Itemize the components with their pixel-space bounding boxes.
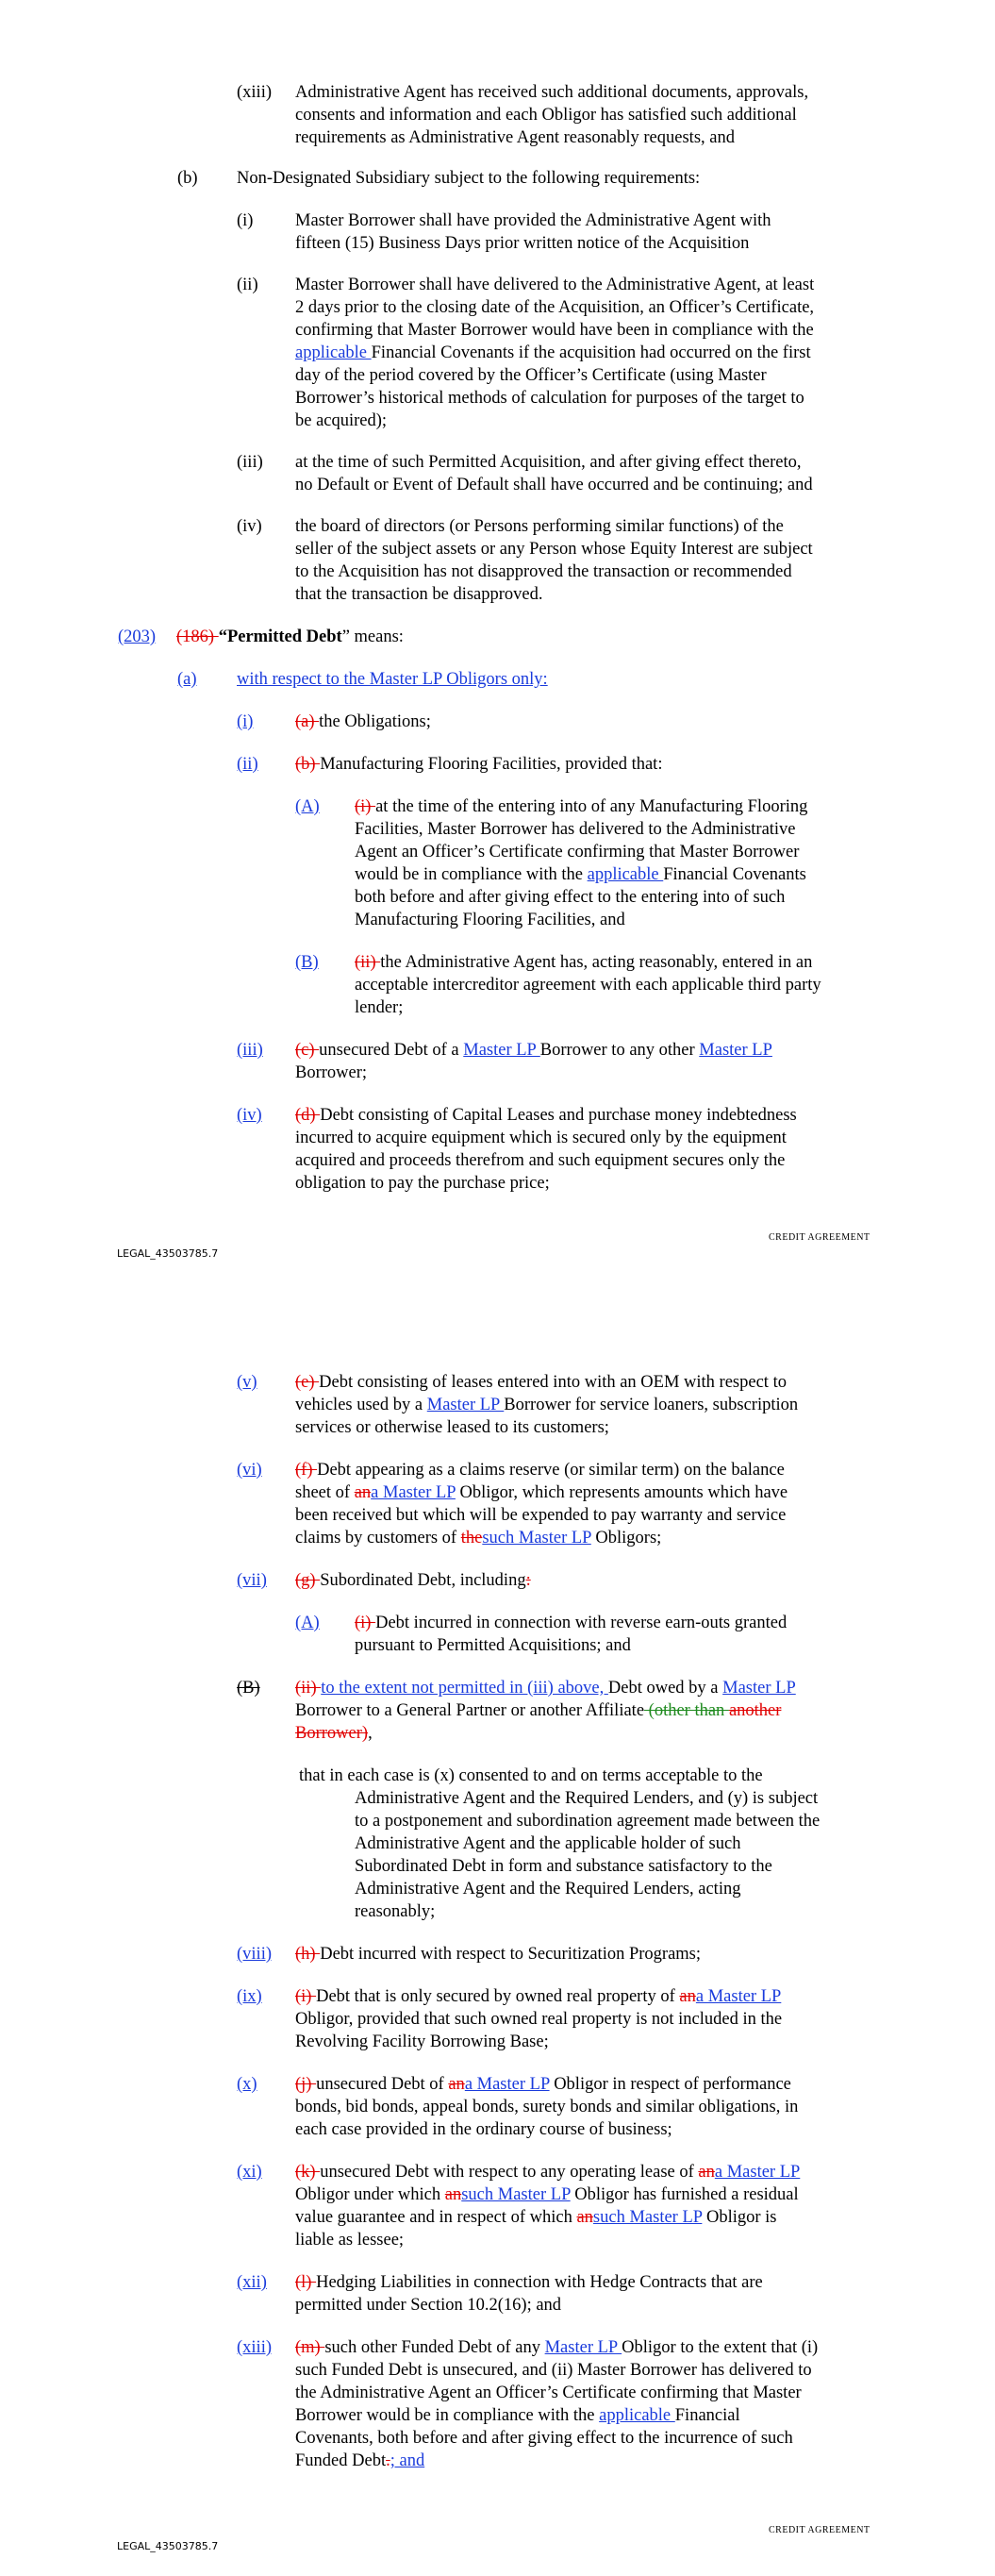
deleted-text: (a) [295, 712, 320, 731]
deleted-text: (j) [295, 2075, 317, 2094]
item-number: (vii) [237, 1571, 267, 1590]
item-number: (i) [237, 712, 254, 731]
paragraph-line: (m) such other Funded Debt of any Master LP Obligor to the extent that (i) [295, 2338, 819, 2357]
footer-doc-id: LEGAL_43503785.7 [117, 1247, 219, 1260]
paragraph-line [237, 668, 548, 691]
inserted-text: a Master LP [714, 2163, 801, 2182]
paragraph-line: both before and after giving effect to the entering into of such [355, 888, 786, 907]
inserted-text: Master LP [722, 1679, 796, 1698]
deleted-text: an [354, 1483, 372, 1502]
paragraph-line: lender; [355, 998, 404, 1017]
item-number: (xiii) [237, 2338, 272, 2357]
paragraph-line: confirming that Master Borrower would have been in compliance with the [295, 321, 814, 340]
deleted-text: an [679, 1987, 696, 2006]
paragraph-line: (ii) to the extent not permitted in (iii) above, Debt owed by a Master LP [295, 1679, 796, 1698]
paragraph-line: (a) the Obligations; [295, 712, 431, 731]
deleted-text: (186) [176, 627, 219, 646]
paragraph-line: services or otherwise leased to its customers; [295, 1418, 609, 1437]
paragraph-line: Subordinated Debt in form and substance satisfactory to the [355, 1857, 772, 1876]
inserted-text: to the extent not permitted in (iii) above, [321, 1679, 608, 1698]
inserted-text: Master LP [426, 1396, 505, 1414]
paragraph-line: (g) Subordinated Debt, including: [295, 1571, 531, 1590]
paragraph-line: Obligor under which ansuch Master LP Obligor has furnished a residual [295, 2185, 799, 2204]
inserted-text: a Master LP [371, 1483, 456, 1502]
paragraph-line: (i) at the time of the entering into of any Manufacturing Flooring [355, 797, 808, 816]
paragraph-line: (e) Debt consisting of leases entered into with an OEM with respect to [295, 1373, 787, 1392]
paragraph-line: seller of the subject assets or any Person whose Equity Interest are subject [295, 540, 813, 559]
paragraph-line: be acquired); [295, 411, 388, 430]
item-number: (x) [237, 2075, 257, 2094]
deleted-text: an [576, 2208, 593, 2227]
paragraph-line: claims by customers of thesuch Master LP Obligors; [295, 1529, 662, 1547]
deleted-text: (g) [295, 1571, 321, 1590]
paragraph-line: incurred to acquire equipment which is secured only by the equipment [295, 1129, 787, 1147]
paragraph-line: that the transaction be disapproved. [295, 585, 543, 604]
deleted-text: (m) [295, 2338, 325, 2357]
deleted-text: (l) [295, 2273, 317, 2292]
paragraph-line: Master Borrower shall have provided the Administrative Agent with [295, 211, 771, 230]
paragraph-line: (d) Debt consisting of Capital Leases and purchase money indebtedness [295, 1106, 797, 1125]
inserted-text: applicable [599, 2406, 675, 2425]
item-number: (iii) [237, 453, 263, 472]
deleted-text: (ii) [355, 953, 381, 972]
item-number: (xiii) [237, 83, 272, 102]
inserted-text: ; and [390, 2451, 425, 2470]
item-number: (xi) [237, 2163, 262, 2182]
paragraph-line: (i) Debt that is only secured by owned real property of ana Master LP [295, 1987, 782, 2006]
deleted-text: Borrower) [295, 1724, 369, 1743]
paragraph-line: (b) Manufacturing Flooring Facilities, provided that: [295, 755, 663, 774]
inserted-text: a Master LP [464, 2075, 550, 2094]
deleted-text: an [698, 2163, 715, 2182]
item-number: (viii) [237, 1945, 272, 1964]
paragraph-line: that in each case is (x) consented to and on terms acceptable to the [299, 1766, 763, 1785]
definition-heading [176, 626, 404, 648]
inserted-text: Master LP [699, 1041, 772, 1060]
deleted-text: the [460, 1529, 483, 1547]
paragraph-line: acquired and proceeds therefrom and such equipment secures only the [295, 1151, 786, 1170]
deleted-text: (h) [295, 1945, 321, 1964]
deleted-text: another [728, 1701, 782, 1720]
item-number: (B) [237, 1679, 260, 1698]
footer-title: CREDIT AGREEMENT [769, 2525, 871, 2535]
item-number: (A) [295, 797, 320, 816]
item-number: (ix) [237, 1987, 262, 2006]
paragraph-line: reasonably; [355, 1902, 436, 1921]
section-number-new: (203) [118, 627, 157, 646]
paragraph-line: (l) Hedging Liabilities in connection with Hedge Contracts that are [295, 2273, 763, 2292]
inserted-text: such Master LP [482, 1529, 591, 1547]
deleted-text: . [386, 2451, 390, 2470]
moved-text: (other than [644, 1701, 729, 1720]
paragraph-line: the board of directors (or Persons performing similar functions) of the [295, 517, 784, 536]
deleted-text: an [444, 2185, 462, 2204]
footer-title: CREDIT AGREEMENT [769, 1232, 871, 1243]
deleted-text: (ii) [295, 1679, 322, 1698]
item-number: (iv) [237, 1106, 262, 1125]
paragraph-line: Obligor, provided that such owned real property is not included in the [295, 2010, 783, 2029]
paragraph-line: bonds, bid bonds, appeal bonds, surety bonds and similar obligations, in [295, 2098, 799, 2116]
paragraph-line: Administrative Agent and the Required Lenders, acting [355, 1880, 741, 1899]
inserted-text: such Master LP [461, 2185, 571, 2204]
inserted-text: such Master LP [592, 2208, 703, 2227]
paragraph-line: value guarantee and in respect of which ansuch Master LP Obligor is [295, 2208, 777, 2227]
inserted-text: with respect to the Master LP Obligors only: [237, 670, 548, 689]
paragraph-line: sheet of ana Master LP Obligor, which represents amounts which have [295, 1483, 788, 1502]
paragraph-line: to the Acquisition has not disapproved the transaction or recommended [295, 562, 792, 581]
paragraph-line: Facilities, Master Borrower has delivered to the Administrative [355, 820, 796, 839]
paragraph-line: 2 days prior to the closing date of the Acquisition, an Officer’s Certificate, [295, 298, 815, 317]
item-number: (v) [237, 1373, 257, 1392]
defined-term: “Permitted Debt [218, 627, 342, 646]
deleted-text: (i) [355, 1614, 376, 1632]
paragraph-line: Non-Designated Subsidiary subject to the following requirements: [237, 169, 701, 188]
deleted-text: (d) [295, 1106, 321, 1125]
paragraph-line: permitted under Section 10.2(16); and [295, 2296, 562, 2315]
inserted-text: Master LP [544, 2338, 622, 2357]
paragraph-line: Borrower’s historical methods of calculation for purposes of the target to [295, 389, 804, 408]
paragraph-line: (h) Debt incurred with respect to Securitization Programs; [295, 1945, 702, 1964]
item-number: (xii) [237, 2273, 267, 2292]
deleted-text: (i) [355, 797, 376, 816]
paragraph-line: pursuant to Permitted Acquisitions; and [355, 1636, 631, 1655]
item-number: (ii) [237, 276, 258, 294]
paragraph-line: Administrative Agent and the applicable holder of such [355, 1834, 741, 1853]
deleted-text: (c) [295, 1041, 320, 1060]
paragraph-line: would be in compliance with the applicable Financial Covenants [355, 865, 806, 884]
inserted-text: applicable [295, 343, 372, 362]
paragraph-line: liable as lessee; [295, 2231, 405, 2250]
text-span: Financial Covenants if the acquisition had occurred on the first [371, 343, 811, 362]
paragraph-line: Borrower; [295, 1063, 368, 1082]
deleted-text: an [448, 2075, 465, 2094]
deleted-text: (b) [295, 755, 321, 774]
paragraph-line: Agent an Officer’s Certificate confirming that Master Borrower [355, 843, 800, 861]
deleted-text: (e) [295, 1373, 320, 1392]
paragraph-line: obligation to pay the purchase price; [295, 1174, 550, 1193]
paragraph-line [295, 342, 811, 364]
inserted-text: a Master LP [695, 1987, 782, 2006]
paragraph-line: day of the period covered by the Officer’s Certificate (using Master [295, 366, 767, 385]
paragraph-line: vehicles used by a Master LP Borrower for service loaners, subscription [295, 1396, 799, 1414]
item-number: (B) [295, 953, 319, 972]
deleted-text: (f) [295, 1461, 318, 1480]
paragraph-line: requirements as Administrative Agent reasonably requests, and [295, 128, 735, 147]
item-number: (iii) [237, 1041, 263, 1060]
paragraph-line: Administrative Agent has received such additional documents, approvals, [295, 83, 809, 102]
paragraph-line: Covenants, both before and after giving effect to the incurrence of such [295, 2429, 793, 2448]
paragraph-line: (f) Debt appearing as a claims reserve (or similar term) on the balance [295, 1461, 785, 1480]
item-number: (A) [295, 1614, 320, 1632]
item-number: (vi) [237, 1461, 262, 1480]
inserted-text: applicable [587, 865, 664, 884]
item-number: (iv) [237, 517, 262, 536]
inserted-text: Master LP [463, 1041, 540, 1060]
paragraph-line: Funded Debt.; and [295, 2451, 425, 2470]
item-number: (b) [177, 169, 198, 188]
paragraph-line: Borrower would be in compliance with the applicable Financial [295, 2406, 740, 2425]
paragraph-line: Administrative Agent and the Required Lenders, and (y) is subject [355, 1789, 819, 1808]
paragraph-line: to a postponement and subordination agreement made between the [355, 1812, 821, 1831]
paragraph-line: acceptable intercreditor agreement with each applicable third party [355, 976, 821, 995]
item-number: (ii) [237, 755, 258, 774]
paragraph-line: Master Borrower shall have delivered to the Administrative Agent, at least [295, 276, 815, 294]
paragraph-line: Borrower to a General Partner or another Affiliate (other than another [295, 1701, 782, 1720]
paragraph-line: the Administrative Agent an Officer’s Certificate confirming that Master [295, 2384, 802, 2402]
paragraph-line: Manufacturing Flooring Facilities, and [355, 911, 625, 929]
paragraph-line: (ii) the Administrative Agent has, acting reasonably, entered in an [355, 953, 813, 972]
paragraph-line: no Default or Event of Default shall have occurred and be continuing; and [295, 476, 813, 494]
paragraph-line: (i) Debt incurred in connection with reverse earn-outs granted [355, 1614, 788, 1632]
deleted-text: (k) [295, 2163, 321, 2182]
paragraph-line: (j) unsecured Debt of ana Master LP Obligor in respect of performance [295, 2075, 791, 2094]
paragraph-line: Borrower), [295, 1724, 373, 1743]
deleted-text: : [525, 1571, 531, 1590]
paragraph-line: (c) unsecured Debt of a Master LP Borrower to any other Master LP [295, 1041, 772, 1060]
deleted-text: (i) [295, 1987, 317, 2006]
paragraph-line: consents and information and each Obligor has satisfied such additional [295, 106, 797, 125]
item-number: (i) [237, 211, 254, 230]
paragraph-line: (k) unsecured Debt with respect to any operating lease of ana Master LP [295, 2163, 801, 2182]
paragraph-line: been received but which will be expended to pay warranty and service [295, 1506, 787, 1525]
paragraph-line: each case provided in the ordinary course of business; [295, 2120, 672, 2139]
paragraph-line: such Funded Debt is unsecured, and (ii) Master Borrower has delivered to [295, 2361, 812, 2380]
paragraph-line: fifteen (15) Business Days prior written notice of the Acquisition [295, 234, 750, 253]
paragraph-line: at the time of such Permitted Acquisition, and after giving effect thereto, [295, 453, 802, 472]
text-span: ” means: [341, 627, 404, 646]
paragraph-line: Revolving Facility Borrowing Base; [295, 2032, 549, 2051]
item-number: (a) [177, 670, 197, 689]
footer-doc-id: LEGAL_43503785.7 [117, 2540, 219, 2552]
